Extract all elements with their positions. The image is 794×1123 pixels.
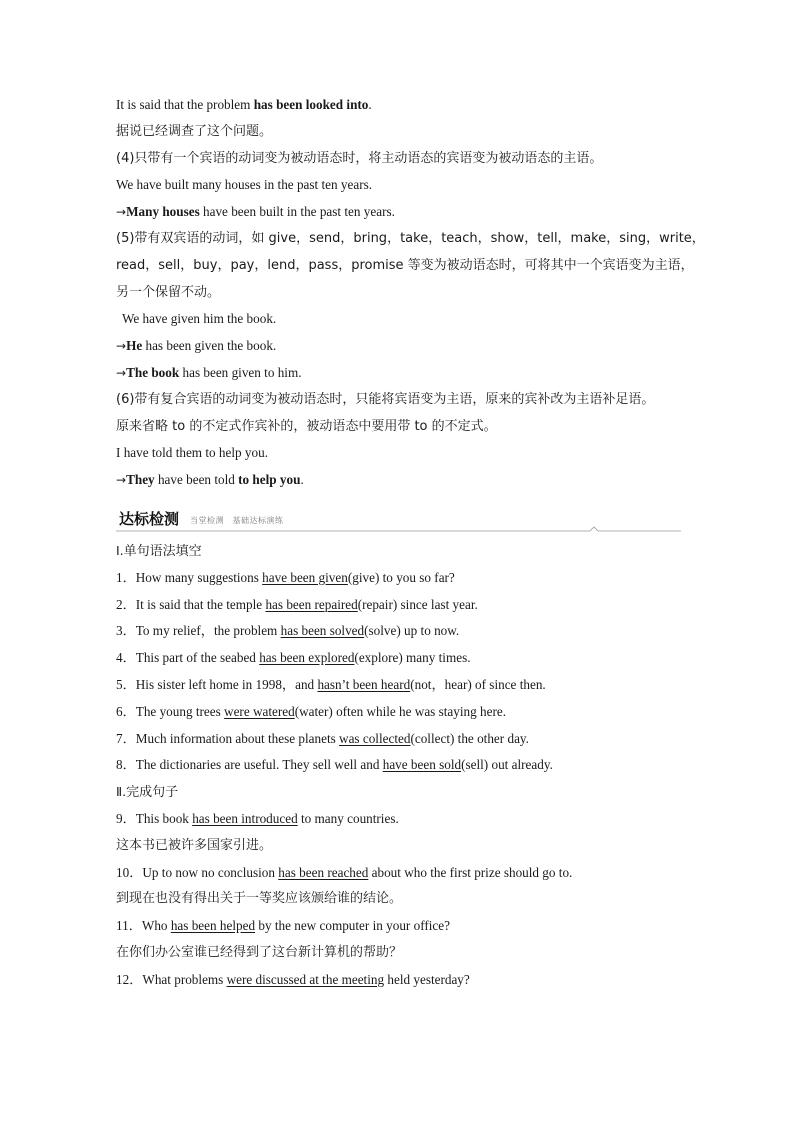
- answer-text: have been given: [262, 569, 348, 585]
- item-text: about who the first prize should go to.: [368, 864, 573, 880]
- item-text: The young trees: [135, 703, 225, 719]
- example-line: [116, 360, 681, 387]
- item-text: His sister left home in 1998，and: [135, 676, 318, 692]
- chinese-translation: 这本书已被许多国家引进。: [116, 837, 273, 853]
- item-number: 3．: [116, 623, 136, 639]
- item-text: (sell) out already.: [461, 757, 553, 773]
- item-text: held yesterday?: [384, 971, 470, 987]
- rule-line: read，sell，buy，pay，lend，pass，promise 等变为被动语态时，可将其中一个宾语变为主语，: [116, 257, 694, 273]
- item-text: The dictionaries are useful. They sell well and: [135, 757, 383, 773]
- line-text: .: [300, 472, 304, 488]
- exercise-item: [116, 967, 681, 994]
- item-text: Up to now no conclusion: [142, 864, 279, 880]
- bold-text: They: [126, 472, 155, 488]
- item-number: 1．: [116, 569, 136, 585]
- roman-numeral: Ⅰ.: [116, 542, 124, 558]
- arrow-icon: →: [116, 365, 127, 380]
- item-text: (water) often while he was staying here.: [294, 703, 506, 719]
- rule-line: 另一个保留不动。: [116, 284, 221, 300]
- item-text: (give) to you so far?: [347, 569, 455, 585]
- section-title: 达标检测: [119, 509, 180, 528]
- document-content: [116, 92, 705, 994]
- answer-text: has been explored: [259, 650, 355, 666]
- answer-text: was collected: [339, 730, 411, 746]
- exercise-item: [116, 672, 681, 699]
- example-line: [116, 467, 681, 494]
- line-text: have been told: [154, 472, 239, 488]
- item-text: (collect) the other day.: [410, 730, 529, 746]
- part-heading-text: 完成句子: [126, 785, 179, 801]
- line-text: has been given the book.: [142, 338, 277, 354]
- exercise-item: [116, 806, 681, 833]
- item-text: (solve) up to now.: [364, 623, 460, 639]
- arrow-icon: →: [116, 205, 127, 220]
- item-number: 9．: [116, 810, 136, 826]
- section-header: [116, 498, 681, 538]
- bold-text: The book: [126, 364, 180, 380]
- arrow-icon: →: [116, 339, 127, 354]
- answer-text: has been solved: [280, 623, 365, 639]
- part-heading: [116, 779, 681, 806]
- item-text: by the new computer in your office?: [255, 918, 450, 934]
- chinese-translation: 到现在也没有得出关于一等奖应该颁给谁的结论。: [116, 891, 403, 907]
- item-number: 7．: [116, 730, 136, 746]
- part-heading-text: 单句语法填空: [123, 543, 202, 559]
- rule-line: 原来省略 to 的不定式作宾补的，被动语态中要用带 to 的不定式。: [116, 418, 497, 434]
- item-text: It is said that the temple: [135, 596, 266, 612]
- exercise-item: [116, 860, 681, 887]
- exercise-list: [116, 806, 681, 994]
- exercise-list: [116, 565, 681, 779]
- section-subtitle: 当堂检测 基础达标演练: [190, 515, 284, 525]
- item-number: 2．: [116, 596, 136, 612]
- item-number: 8．: [116, 757, 136, 773]
- exercise-item: [116, 752, 681, 779]
- item-text: (not，hear) of since then.: [410, 676, 546, 692]
- bold-text: Many houses: [126, 204, 200, 220]
- bold-text: He: [126, 338, 143, 354]
- answer-text: has been helped: [170, 918, 256, 934]
- exercise-item: [116, 699, 681, 726]
- exercise-item: [116, 645, 681, 672]
- line-text: have been built in the past ten years.: [199, 204, 395, 220]
- item-text: (explore) many times.: [354, 650, 471, 666]
- chinese-translation: 在你们办公室谁已经得到了这台新计算机的帮助？: [116, 944, 403, 960]
- example-line: [116, 333, 681, 360]
- example-line: We have given him the book.: [122, 311, 277, 327]
- item-number: 10．: [116, 864, 143, 880]
- line-text: .: [368, 97, 372, 112]
- rule-line: (4)只带有一个宾语的动词变为被动语态时，将主动语态的宾语变为被动语态的主语。: [116, 150, 603, 166]
- item-number: 4．: [116, 650, 136, 666]
- item-text: How many suggestions: [135, 569, 263, 585]
- answer-text: hasn’t been heard: [317, 676, 411, 692]
- exercise-item: [116, 913, 681, 940]
- answer-text: has been introduced: [192, 810, 298, 826]
- item-text: Much information about these planets: [135, 730, 340, 746]
- example-line: We have built many houses in the past ten years.: [116, 177, 373, 193]
- rule-line: (5)带有双宾语的动词，如 give，send，bring，take，teach，show，tell，make，sing，write，: [116, 230, 705, 246]
- item-number: 6．: [116, 703, 136, 719]
- item-text: (repair) since last year.: [357, 596, 478, 612]
- answer-text: were discussed at the meeting: [226, 971, 385, 987]
- exercise-item: [116, 592, 681, 619]
- answer-text: have been sold: [382, 757, 462, 773]
- item-text: To my relief，the problem: [135, 623, 281, 639]
- roman-numeral: Ⅱ.: [116, 784, 127, 800]
- part-heading: [116, 538, 681, 565]
- item-number: 11．: [116, 918, 142, 934]
- item-text: to many countries.: [297, 810, 399, 826]
- answer-text: has been reached: [278, 864, 369, 880]
- chinese-line: 据说已经调查了这个问题。: [116, 123, 273, 139]
- example-line: [116, 92, 681, 119]
- section-divider: [116, 525, 681, 537]
- answer-text: has been repaired: [265, 596, 358, 612]
- item-text: What problems: [142, 971, 227, 987]
- item-number: 5．: [116, 676, 136, 692]
- exercise-item: [116, 565, 681, 592]
- item-text: This part of the seabed: [135, 650, 260, 666]
- item-text: This book: [135, 810, 193, 826]
- exercise-item: [116, 726, 681, 753]
- rule-line: (6)带有复合宾语的动词变为被动语态时，只能将宾语变为主语，原来的宾补改为主语补足语。: [116, 391, 655, 407]
- exercise-item: [116, 618, 681, 645]
- arrow-icon: →: [116, 473, 127, 488]
- item-number: 12．: [116, 971, 143, 987]
- example-line: I have told them to help you.: [116, 445, 268, 461]
- example-line: [116, 199, 681, 226]
- answer-text: were watered: [224, 703, 295, 719]
- line-text: has been given to him.: [179, 364, 302, 380]
- bold-text: to help you: [238, 472, 301, 488]
- bold-text: has been looked into: [253, 97, 369, 112]
- item-text: Who: [141, 918, 171, 934]
- line-text: It is said that the problem: [116, 97, 254, 112]
